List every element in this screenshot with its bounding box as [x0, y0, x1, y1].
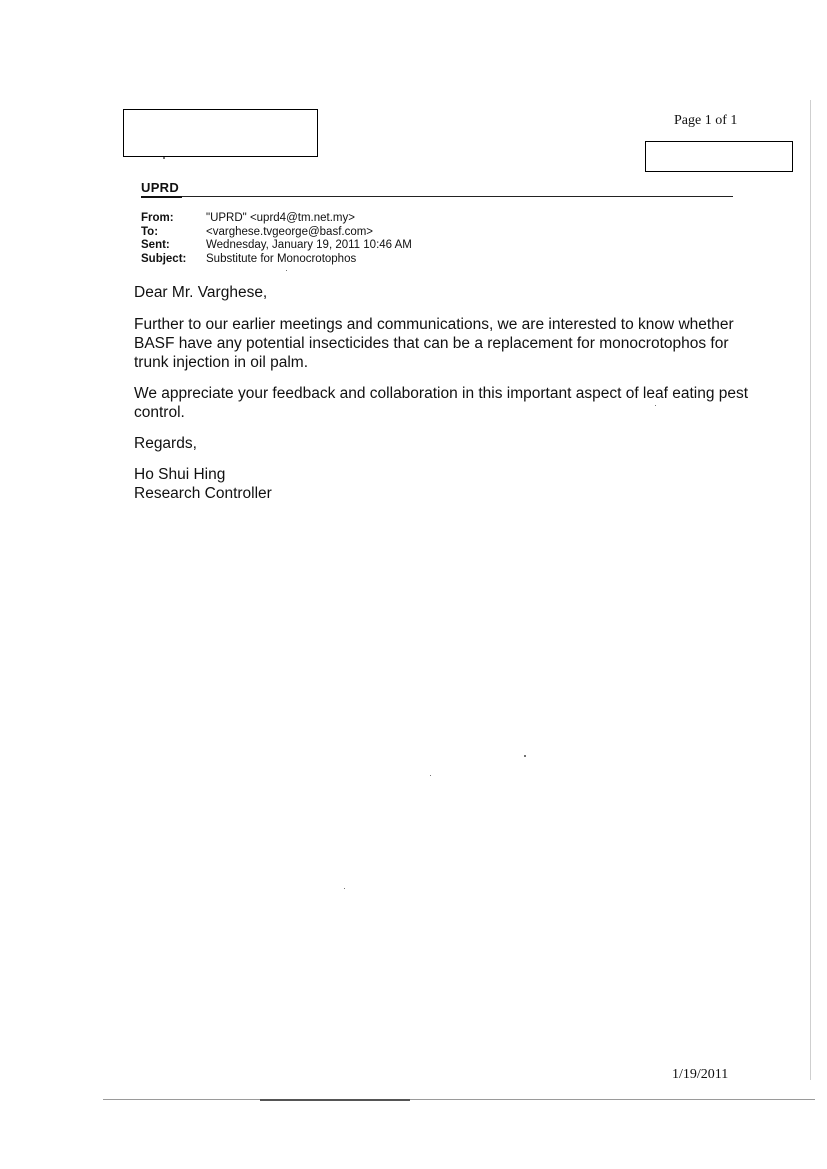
- signature-title: Research Controller: [134, 485, 272, 502]
- sender-heading: UPRD: [141, 180, 180, 195]
- sent-value: Wednesday, January 19, 2011 10:46 AM: [206, 239, 412, 251]
- heading-underline: [141, 196, 182, 198]
- footer-date: 1/19/2011: [672, 1067, 729, 1082]
- subject-value: Substitute for Monocrotophos: [206, 252, 357, 265]
- closing: Regards,: [134, 435, 197, 452]
- header-row-sent: [141, 239, 412, 253]
- bottom-scan-line: [103, 1099, 815, 1100]
- header-row-subject: [141, 253, 412, 267]
- scan-speck: [344, 888, 345, 889]
- email-header: [141, 212, 412, 266]
- to-value: <varghese.tvgeorge@basf.com>: [206, 225, 374, 238]
- scan-edge: [810, 100, 811, 1080]
- greeting: Dear Mr. Varghese,: [134, 284, 268, 301]
- email-body: [134, 283, 754, 515]
- scan-speck: [655, 405, 656, 406]
- from-value: "UPRD" <uprd4@tm.net.my>: [206, 212, 355, 224]
- header-row-to: [141, 226, 412, 240]
- scan-speck: [286, 270, 287, 271]
- redaction-box-top-right: [645, 141, 793, 172]
- redaction-box-top-left: [123, 109, 318, 157]
- signature-name: Ho Shui Hing: [134, 466, 226, 483]
- page-number-label: Page 1 of 1: [674, 113, 738, 128]
- signature: [134, 465, 754, 503]
- header-row-from: [141, 212, 412, 226]
- sent-label: Sent:: [141, 239, 170, 251]
- body-paragraph-1: Further to our earlier meetings and communications, we are interested to know whether BASF have any potential insecticides that can be a replacement for monocrotophos for trunk injection in oil palm.: [134, 316, 734, 371]
- bottom-scan-line-dark: [260, 1099, 410, 1101]
- scan-speck: [524, 755, 526, 757]
- body-paragraph-2: We appreciate your feedback and collaboration in this important aspect of leaf eating pest control.: [134, 385, 749, 421]
- scan-speck: [430, 775, 431, 776]
- from-label: From:: [141, 212, 174, 224]
- heading-divider: [141, 196, 733, 197]
- scan-speck: [163, 157, 165, 159]
- to-label: To:: [141, 225, 159, 238]
- subject-label: Subject:: [141, 252, 187, 265]
